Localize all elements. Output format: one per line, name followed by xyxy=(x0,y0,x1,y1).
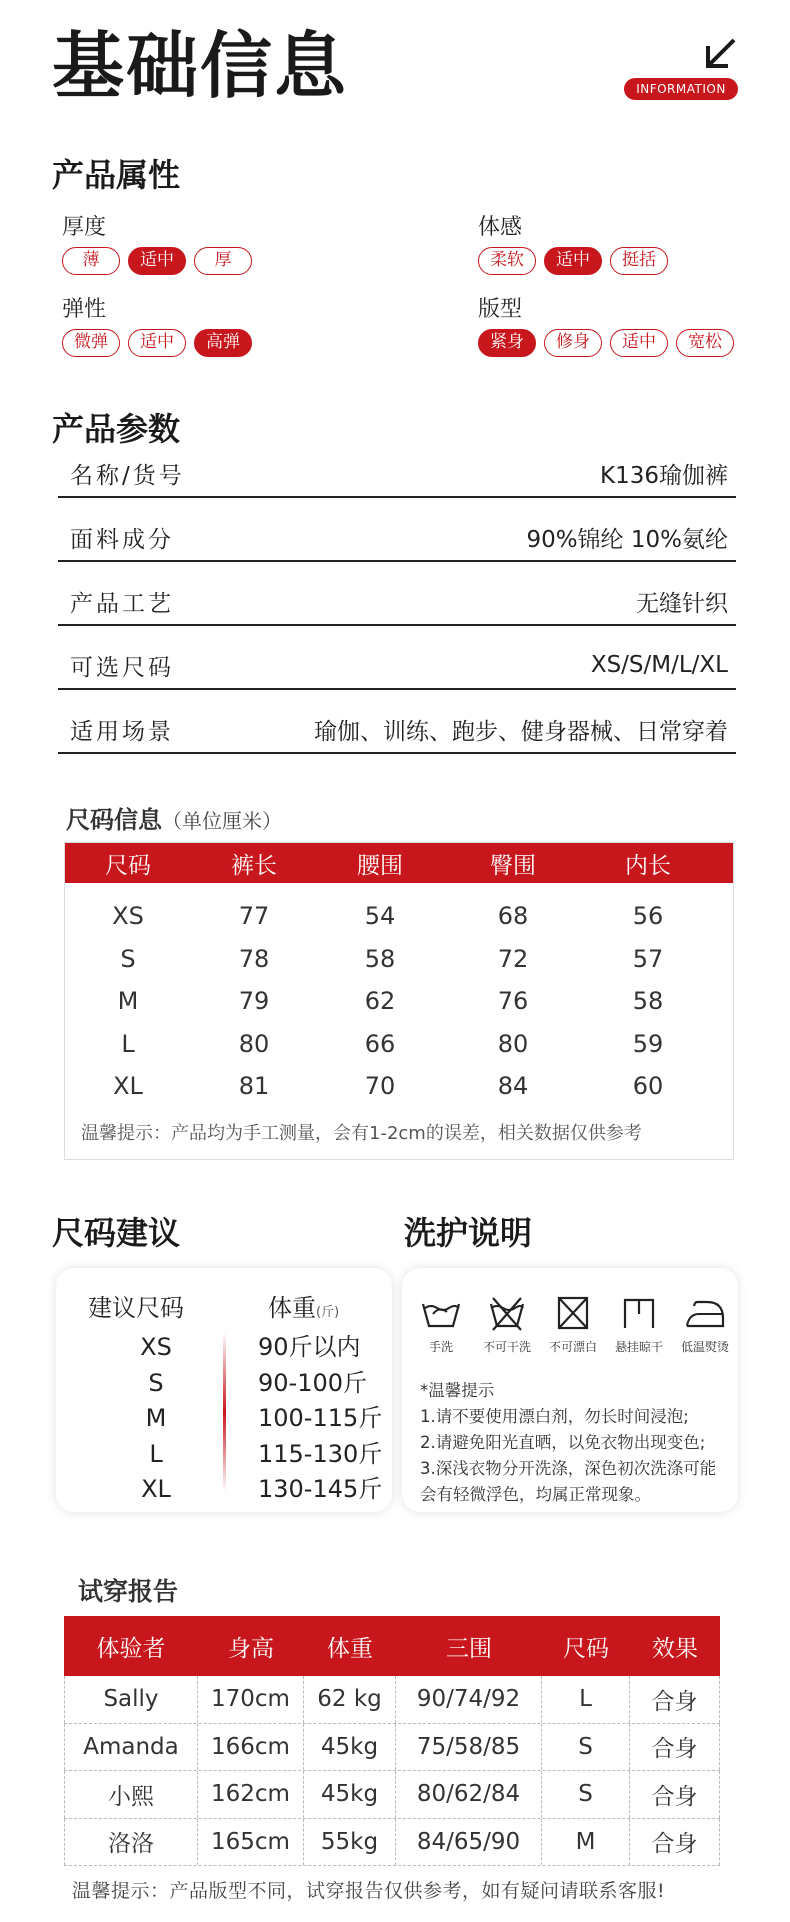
hang-dry-icon xyxy=(617,1294,661,1332)
advice-weight-header xyxy=(268,1288,339,1323)
table-cell: 57 xyxy=(632,944,664,973)
chip-loose: 宽松 xyxy=(676,329,734,357)
care-label: 不可漂白 xyxy=(548,1340,597,1354)
param-value: K136瑜伽裤 xyxy=(600,462,728,489)
attr-label: 体感 xyxy=(478,215,523,240)
attr-label: 版型 xyxy=(478,297,523,322)
advice-weight: 100-115斤 xyxy=(258,1404,383,1432)
report-header-cell: 体验者 xyxy=(96,1635,166,1662)
advice-weight: 90斤以内 xyxy=(258,1333,361,1361)
table-cell: 84 xyxy=(497,1072,529,1101)
size-header-cell: 内长 xyxy=(625,852,671,879)
advice-weight-unit: (斤) xyxy=(316,1305,340,1320)
table-row xyxy=(65,1065,733,1108)
param-key: 可选尺码 xyxy=(70,654,174,681)
chip-high-stretch-selected: 高弹 xyxy=(194,329,252,357)
care-label: 手洗 xyxy=(428,1340,453,1354)
param-row-sizes xyxy=(58,642,736,690)
size-header-cell: 裤长 xyxy=(231,852,277,879)
advice-size: XL xyxy=(141,1475,171,1503)
param-row-scenes xyxy=(58,706,736,754)
advice-weight: 90-100斤 xyxy=(258,1368,368,1397)
size-tip: 温馨提示：产品均为手工测量，会有1-2cm的误差，相关数据仅供参考 xyxy=(81,1123,642,1144)
chip-medium: 适中 xyxy=(128,329,186,357)
table-cell: XS xyxy=(112,902,144,931)
advice-size: XS xyxy=(140,1333,172,1361)
param-row-craft xyxy=(58,578,736,626)
report-header-cell: 体重 xyxy=(327,1635,373,1662)
table-row xyxy=(65,938,733,981)
table-cell: 90/74/92 xyxy=(396,1676,542,1723)
advice-divider xyxy=(223,1332,226,1492)
param-key: 面料成分 xyxy=(70,526,174,553)
attr-label: 弹性 xyxy=(62,297,107,322)
table-cell: 78 xyxy=(238,944,270,973)
care-title: 洗护说明 xyxy=(404,1214,533,1252)
chip-regular: 适中 xyxy=(610,329,668,357)
table-cell: L xyxy=(121,1029,135,1058)
no-bleach-icon xyxy=(551,1294,595,1332)
table-cell: M xyxy=(117,987,139,1016)
care-note: 2.请避免阳光直晒，以免衣物出现变色; xyxy=(420,1433,706,1452)
table-cell: 54 xyxy=(364,902,396,931)
attr-thickness xyxy=(62,210,252,275)
care-item xyxy=(474,1294,540,1355)
table-cell: 162cm xyxy=(198,1771,304,1818)
param-value: 90%锦纶 10%氨纶 xyxy=(526,526,728,553)
report-table xyxy=(64,1616,720,1866)
attributes-title: 产品属性 xyxy=(52,156,181,194)
chip-medium-selected: 适中 xyxy=(544,247,602,275)
chip-thin: 薄 xyxy=(62,247,120,275)
table-row xyxy=(65,895,733,938)
table-cell: Sally xyxy=(64,1676,198,1723)
table-row xyxy=(64,1676,720,1724)
page-title: 基础信息 xyxy=(52,24,349,108)
care-label: 低温熨烫 xyxy=(680,1340,729,1354)
advice-weight-label: 体重 xyxy=(268,1294,316,1322)
care-note: 3.深浅衣物分开洗涤，深色初次洗涤可能会有轻微浮色，均属正常现象。 xyxy=(420,1459,717,1504)
care-item xyxy=(672,1294,738,1355)
param-value: 瑜伽、训练、跑步、健身器械、日常穿着 xyxy=(314,718,728,745)
table-cell: 66 xyxy=(364,1029,396,1058)
chip-stiff: 挺括 xyxy=(610,247,668,275)
size-info-title-text: 尺码信息 xyxy=(66,806,162,834)
param-key: 名称/货号 xyxy=(70,462,185,489)
advice-weight: 130-145斤 xyxy=(258,1475,383,1503)
table-cell: S xyxy=(120,944,136,973)
table-cell: 80/62/84 xyxy=(396,1771,542,1818)
chip-tight-selected: 紧身 xyxy=(478,329,536,357)
param-value: XS/S/M/L/XL xyxy=(590,652,728,678)
care-label: 不可干洗 xyxy=(482,1340,531,1354)
table-cell: 81 xyxy=(238,1072,270,1101)
report-header-cell: 尺码 xyxy=(563,1635,609,1662)
table-cell: 79 xyxy=(238,987,270,1016)
param-key: 适用场景 xyxy=(70,718,174,745)
advice-size-header: 建议尺码 xyxy=(88,1294,184,1322)
table-cell: S xyxy=(542,1724,630,1771)
table-cell: M xyxy=(542,1819,630,1866)
report-header-cell: 身高 xyxy=(228,1635,274,1662)
table-cell: 80 xyxy=(238,1029,270,1058)
table-cell: 170cm xyxy=(198,1676,304,1723)
size-advice-card xyxy=(56,1268,392,1512)
advice-weight-column xyxy=(258,1330,382,1508)
information-badge: INFORMATION xyxy=(624,78,738,100)
care-item xyxy=(606,1294,672,1355)
table-cell: 合身 xyxy=(630,1819,720,1866)
table-cell: 75/58/85 xyxy=(396,1724,542,1771)
size-header-cell: 尺码 xyxy=(105,852,151,879)
care-notes xyxy=(420,1378,726,1508)
chip-slim: 修身 xyxy=(544,329,602,357)
advice-size: L xyxy=(149,1439,163,1468)
table-cell: 58 xyxy=(632,987,664,1016)
size-info-unit: （单位厘米） xyxy=(162,809,282,833)
care-note: 1.请不要使用漂白剂，勿长时间浸泡; xyxy=(420,1407,689,1426)
chip-medium-selected: 适中 xyxy=(128,247,186,275)
care-label: 悬挂晾干 xyxy=(614,1340,663,1354)
report-tip: 温馨提示：产品版型不同，试穿报告仅供参考，如有疑问请联系客服! xyxy=(72,1880,666,1902)
report-table-header xyxy=(64,1616,720,1676)
table-cell: 小熙 xyxy=(64,1771,198,1818)
table-cell: Amanda xyxy=(64,1724,198,1771)
care-item xyxy=(408,1294,474,1355)
advice-size: M xyxy=(145,1404,167,1432)
table-cell: 洛洛 xyxy=(64,1819,198,1866)
attr-elasticity xyxy=(62,292,252,357)
table-cell: 合身 xyxy=(630,1771,720,1818)
low-iron-icon xyxy=(683,1294,727,1332)
table-cell: 68 xyxy=(497,902,529,931)
param-key: 产品工艺 xyxy=(70,590,174,617)
size-info-title xyxy=(66,800,282,835)
table-cell: 166cm xyxy=(198,1724,304,1771)
size-table xyxy=(64,842,734,1160)
table-cell: 84/65/90 xyxy=(396,1819,542,1866)
no-machine-wash-icon xyxy=(485,1294,529,1332)
chip-thick: 厚 xyxy=(194,247,252,275)
table-cell: 80 xyxy=(497,1029,529,1058)
table-cell: 45kg xyxy=(304,1724,396,1771)
table-cell: 60 xyxy=(632,1072,664,1101)
table-row xyxy=(64,1819,720,1867)
attr-feel xyxy=(478,210,668,275)
arrow-down-left-icon xyxy=(702,36,738,72)
advice-size: S xyxy=(148,1368,164,1397)
table-cell: L xyxy=(542,1676,630,1723)
report-header-cell: 三围 xyxy=(446,1635,492,1662)
table-cell: 58 xyxy=(364,944,396,973)
care-card xyxy=(402,1268,738,1512)
table-cell: 77 xyxy=(238,902,270,931)
table-cell: 59 xyxy=(632,1029,664,1058)
table-row xyxy=(65,1023,733,1066)
report-header-cell: 效果 xyxy=(652,1635,698,1662)
table-row xyxy=(64,1724,720,1772)
size-advice-title: 尺码建议 xyxy=(52,1214,181,1252)
care-icons xyxy=(408,1294,738,1355)
table-cell: 合身 xyxy=(630,1676,720,1723)
chip-soft: 柔软 xyxy=(478,247,536,275)
param-row-name xyxy=(58,450,736,498)
table-cell: S xyxy=(542,1771,630,1818)
size-table-header xyxy=(65,843,733,883)
table-row xyxy=(65,980,733,1023)
size-header-cell: 腰围 xyxy=(357,852,403,879)
advice-size-column xyxy=(126,1330,186,1508)
table-cell: 165cm xyxy=(198,1819,304,1866)
care-item xyxy=(540,1294,606,1355)
table-cell: 55kg xyxy=(304,1819,396,1866)
table-cell: 62 xyxy=(364,987,396,1016)
table-cell: 76 xyxy=(497,987,529,1016)
size-header-cell: 臀围 xyxy=(490,852,536,879)
attr-label: 厚度 xyxy=(62,215,107,240)
table-cell: 70 xyxy=(364,1072,396,1101)
advice-weight: 115-130斤 xyxy=(258,1439,383,1468)
table-cell: 45kg xyxy=(304,1771,396,1818)
care-notes-title: *温馨提示 xyxy=(420,1381,495,1400)
param-row-fabric xyxy=(58,514,736,562)
param-value: 无缝针织 xyxy=(636,590,728,617)
table-cell: XL xyxy=(113,1072,143,1101)
table-cell: 56 xyxy=(632,902,664,931)
table-cell: 62 kg xyxy=(304,1676,396,1723)
table-cell: 72 xyxy=(497,944,529,973)
table-row xyxy=(64,1771,720,1819)
params-title: 产品参数 xyxy=(52,410,181,448)
chip-slight-stretch: 微弹 xyxy=(62,329,120,357)
table-cell: 合身 xyxy=(630,1724,720,1771)
attr-fit xyxy=(478,292,734,357)
report-title: 试穿报告 xyxy=(78,1577,179,1606)
hand-wash-icon xyxy=(419,1294,463,1332)
